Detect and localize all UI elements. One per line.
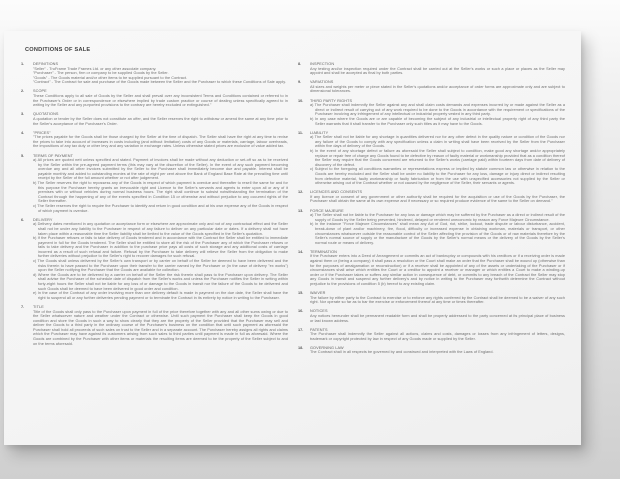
section bbox=[298, 309, 565, 323]
document-page bbox=[4, 31, 581, 445]
section-body bbox=[310, 250, 565, 287]
section-body bbox=[310, 62, 565, 76]
section-number: 9. bbox=[298, 80, 302, 85]
section-number: 16. bbox=[298, 309, 304, 314]
section-title: SCOPE bbox=[33, 89, 47, 94]
section bbox=[298, 99, 565, 127]
section-paragraph: The Contract shall in all respects be governed by and construed and interpreted with the Laws of England. bbox=[310, 350, 494, 355]
section-paragraph: Title of the Goods shall only pass to the Purchaser upon payment in full of the price therefore together with any and all other sums owing or due to the Seller whatsoever nature and weather under the Contract or otherwise. Until such payment the Purchaser shall keep the Goods in good condition and store the Goods in such a way to show clearly that they are the property of the Seller provided that the Purchaser may sell and deliver the Goods to a third party in the ordinary course of the Purchaser's business on the condition that until such payment as aforesaid the Purchaser shall hold all proceeds of such sales on trust to the Seller and in a separate account. The Purchaser hereby assigns all rights and claims which the Purchaser may have against its customers arising from such sales to third parties until payment is made in full as aforesaid. Where the Goods are combined by the Purchaser with other items or materials the resulting items are deemed to be the property of the Seller subject to and on the terms aforesaid. bbox=[33, 309, 288, 346]
section-body bbox=[33, 218, 288, 301]
section-paragraph: a) The Seller shall not be liable for any shortage in quantities delivered nor for any other defect in the quality nature or condition of the Goods nor any failure of the Goods to comply with any specification unless a claim in writing shall have been received by the Seller from the Purchaser within five days of delivery of the Goods. bbox=[310, 135, 565, 149]
section-title: DELIVERY bbox=[33, 217, 53, 222]
section-number: 17. bbox=[298, 327, 304, 332]
section-paragraph: "The prices payable for the Goods shall be those charged by the Seller at the time of dispatch. The Seller shall have the right at any time to revise the prices to take into account of increases in costs including (and without limitation) costs of any Goods or materials, carriage, labour overheads, the impositions of any tax duty or other levy and any variation in exchange rates. Unless otherwise stated prices are exclusive of value added tax. bbox=[33, 135, 288, 149]
section-number: 11. bbox=[298, 130, 304, 135]
section-paragraph: b) In any case where the Goods are or are capable of becoming the subject of any industrial or intellectual property right of any third party the Seller warrants that it shall transfer to the Purchaser only such titles as it may have to the Goods. bbox=[310, 116, 565, 126]
section-title: DEFINITIONS bbox=[33, 62, 59, 66]
section-paragraph: b) In the instance "Force Majeure Circumstances" shall mean any Act of God, riot, strike, lockout, trade dispute or labour disturbance, accident, break-down of plant and/or machinery, fire, flood, difficulty or increased expense in obtaining workman, materials or transport, or other circumstances whatsoever outside the reasonable control of the Seller affecting the provision of the Goods or of raw materials therefore by the Seller's normal source of supply or the manufacture of the Goods by the Seller's normal means or the delivery of the Goods by the Seller's normal route or means of delivery. bbox=[310, 222, 565, 245]
section-paragraph: e) In the case of the Contract of any order involving more than one delivery default is made in payment on the due date, the Seller shall have the right to suspend all or any further deliveries pending payment or to terminate the Contract in its entirety by notice in writing to the Purchaser. bbox=[33, 291, 288, 300]
section-title: NOTICES bbox=[310, 309, 328, 314]
section-title: TITLE bbox=[33, 304, 44, 309]
section bbox=[298, 209, 565, 246]
section-paragraph: All sizes and weights per meter or piece stated in the Seller's quotations and/or acceptance of order forms are approximate only and are subject to dimensional tolerances. bbox=[310, 84, 565, 94]
section-paragraph: "Contract" - The Contract for sale and purchase of the Goods made between the Seller and the Purchaser to which these Conditions of Sale apply. bbox=[33, 80, 287, 85]
section-number: 2. bbox=[21, 89, 25, 94]
section bbox=[298, 131, 565, 186]
section-title: LICENCES AND CONSENTS bbox=[310, 190, 363, 195]
section bbox=[21, 154, 288, 214]
section-title: GOVERNING LAW bbox=[310, 345, 344, 350]
section bbox=[298, 62, 565, 76]
section-body bbox=[310, 190, 565, 204]
section bbox=[298, 291, 565, 305]
section bbox=[21, 89, 288, 107]
section-body bbox=[33, 305, 288, 346]
section-body bbox=[33, 131, 288, 149]
section-paragraph: Any notices hereunder shall be permanent readable form and shall be properly addressed to the party concerned at its principal place of business or last known address. bbox=[310, 313, 565, 323]
section-title: TERMINATION bbox=[310, 249, 337, 254]
column-right bbox=[298, 62, 565, 360]
section-title: "PRICES" bbox=[33, 130, 51, 135]
section-paragraph: a) The Purchaser shall indemnify the Seller against any and shall claim costs demands and expenses incurred by or made against the Seller as a direct or indirect result of carrying out of any work required to be done to the Goods in accordance with the requirement or specifications of the Purchaser involving any infringement of any intellectual or industrial property vested in any third party. bbox=[310, 103, 565, 117]
section-body bbox=[33, 62, 288, 85]
section-title: VARIATIONS bbox=[310, 80, 334, 85]
section-paragraph: The failure by either party to the Contract to exercise or to enforce any rights conferred by the Contract shall be deemed to be a waiver of any such right. Nor operate so far as to bar the exercise or enforcement thereof at any time or times thereafter. bbox=[310, 295, 565, 305]
section bbox=[298, 346, 565, 355]
section-body bbox=[310, 80, 565, 94]
section-paragraph: c) The Seller reserves the right to require the Purchaser to identify and return in good condition and at his own expense any of the Goods in respect of which payment is overdue. bbox=[33, 204, 288, 213]
section-paragraph: b) In the event of any shortage defect or failure as aforesaid the Seller shall subject to condition, make good any shortage and/or appropriately replace or repair free of charge any Goods found to be defective by reason of faulty material or workmanship provided that as a condition thereof the Seller may require that the Goods concerned are returned to the Seller's works (carriage paid) within fourteen days from date of delivery of discovery of the defect. bbox=[310, 149, 565, 167]
section-paragraph: "Seller" - TruFrame Trade Frames Ltd. or any other associate company. bbox=[33, 66, 157, 71]
section-number: 4. bbox=[21, 130, 25, 135]
section-title: LIABILITY bbox=[310, 130, 329, 135]
section bbox=[21, 62, 288, 85]
section-paragraph: b) If the Purchaser refuses or fails to take delivery of Goods tendered and in accordance with the Contract the Seller shall be entitled to immediate payment in full for the Goods tendered. The Seller shall be entitled to store all the risk of the Purchaser any of which the Purchaser refuses or fails to take delivery and the Purchaser in addition to the purchase price pays all costs of such storage and any additional costs of carriage incurred as a result of such refusal and failure. Refusal by the Purchaser to take delivery will relieve the Seller from the obligation to make further deliveries without prejudice to the Seller's right to recover damages for such refusal. bbox=[33, 236, 288, 259]
section-number: 13. bbox=[298, 208, 304, 213]
section-title: FORCE MAJEURE bbox=[310, 208, 344, 213]
section bbox=[21, 218, 288, 301]
section-title: PATENTS bbox=[310, 327, 328, 332]
section-number: 18. bbox=[298, 345, 304, 350]
section-paragraph: A quotation or tender by the Seller does not constitute an offer, and the Seller reserves the right to withdraw or amend the same at any time prior to the Seller's acceptance of the Purchaser's Order. bbox=[33, 116, 288, 126]
section bbox=[21, 131, 288, 149]
section-title: TERMS OF PAYMENT bbox=[33, 153, 74, 158]
section bbox=[298, 80, 565, 94]
section-paragraph: d) Where the Goods are to be delivered by a carrier on behalf of the Seller the risk therein shall pass to the Purchaser upon delivery. The Seller shall advise the Purchaser of the schedule date of dispatch from the Seller's works and unless the Purchaser notifies the Seller in writing within forty-eight hours the Seller shall not be liable for any loss of or damage to the Goods in transit nor the failure of the Goods to be delivered and such Goods shall be deemed to have been delivered in good order and condition. bbox=[33, 272, 288, 291]
section-number: 1. bbox=[21, 62, 25, 66]
section-body bbox=[310, 291, 565, 305]
section-paragraph: c) Subject to the foregoing all conditions warranties or representations express or implied by statute common law or otherwise in relation to the Goods are hereby excluded and the Seller shall be under no liability to the Purchaser for any loss, damage or injury direct or indirect resulting from defective material, faulty workmanship or faulty fabrication or from the use with unspecified accessories not supplied by the Seller or otherwise arising out of the Contract whether or not caused by the negligence of the Seller, their servants or agents. bbox=[310, 167, 565, 186]
section-body bbox=[310, 131, 565, 186]
section-number: 14. bbox=[298, 249, 304, 254]
section-title: INSPECTION bbox=[310, 62, 335, 66]
section-title: WAIVER bbox=[310, 291, 326, 296]
section-paragraph: Any testing and/or inspection required under the Contract shall be carried out at the Seller's works or such a place or places as the Seller may appoint and shall be accepted as final by both parties. bbox=[310, 66, 565, 76]
section-paragraph: If the Purchaser enters into a Deed of Arrangement or commits an act of bankruptcy or compounds with his creditors or if a receiving order is made against them or (being a company) it shall pass a resolution or the Court shall make an order that the Purchaser shall be wound up (otherwise than for the purposes of amalgamation or reconstruction) or if a receiver shall be appointed of any of the assets or undertaking of the Purchaser or if circumstances shall arise which entitles the Court or a creditor to appoint a receiver or manager or which entitles a Court to make a winding-up order or if the Purchaser takes or suffers any similar action in consequence of debt, or commits to any breach of the Contract the Seller may stop any Goods in transit and suspend any further delivery's and by notice in writing to the Purchaser may forthwith determine the Contract without prejudice to the provisions of condition 5 (b) hereof to any existing claim. bbox=[310, 254, 565, 286]
section-number: 5. bbox=[21, 153, 25, 158]
section-number: 6. bbox=[21, 217, 25, 222]
section-number: 10. bbox=[298, 98, 304, 103]
section-body bbox=[33, 112, 288, 126]
section-paragraph: a) Delivery dates mentioned in any quotation or acceptance form or elsewhere are approximate only and not of any contractual effect and the Seller shall not be under any liability to the Purchaser in respect of any failure to deliver on any particular date or dates. If a delivery shall not have taken place within a reasonable time the Seller liability shall be limited to the value of the Goods specified in the Seller's quotation. bbox=[33, 222, 288, 236]
section-paragraph: a) The Seller shall not be liable to the Purchaser for any loss or damage which may be suffered by the Purchaser as a direct or indirect result of the supply of Goods by the Seller being prevented, hindered, delayed or rendered uneconomic by reason any Force Majeure Circumstance. bbox=[310, 213, 565, 222]
section-number: 15. bbox=[298, 291, 304, 296]
section bbox=[21, 112, 288, 126]
section bbox=[298, 190, 565, 204]
section-body bbox=[310, 209, 565, 246]
section-paragraph: The Purchaser shall indemnify the Seller against all actions, claims and costs, damages or losses from any infringement of letters, designs, trademark or copyright protected by law in respect of any Goods made or supplied by the Seller. bbox=[310, 332, 565, 341]
section-body bbox=[310, 309, 565, 323]
section-number: 3. bbox=[21, 112, 25, 117]
section-paragraph: These Conditions apply to all sale of Goods by the Seller and shall prevail over any inconsistent Terms and Conditions contained or referred to in the Purchaser's Order or in correspondence or elsewhere implied by trade custom practice or course of dealing unless specifically agreed to in writing by the Seller and any purported provisions to the contrary are hereby excluded or extinguished." bbox=[33, 94, 288, 108]
section-title: QUOTATIONS bbox=[33, 112, 59, 117]
section-number: 8. bbox=[298, 62, 302, 66]
section-paragraph: a) All prices are quoted nett unless specified and stated. Payment of invoices shall be made without any deduction or set-off so as to be received by the Seller within the pre-agreed payment terms (this may vary at the discretion of the Seller). In the event of any such payment becoming overdue any and all other invoices submitted by the Seller to the Purchaser shall immediately become due and payable. Interest shall be payable monthly and added to outstanding monies at the rate of eight per cent above the Bank of England Base Rate at the prevailing time until receipt by the Seller of the full amount whether or not after judgement. bbox=[33, 158, 288, 181]
section bbox=[21, 305, 288, 346]
section bbox=[298, 328, 565, 342]
section-paragraph: c) The Goods shall unless delivered by the Seller's own transport or by carrier on behalf of the Seller be deemed to have been delivered and the risks therein to have passed to the Purchaser upon their transfer to the carrier named by the Purchaser or (in the case of delivery "ex works") upon the Seller notifying the Purchaser that the Goods are available for collection. bbox=[33, 259, 288, 273]
section-number: 7. bbox=[21, 304, 25, 309]
section-number: 12. bbox=[298, 190, 304, 195]
section-title: THIRD PARTY RIGHTS bbox=[310, 98, 353, 103]
columns-container bbox=[21, 62, 565, 360]
section-body bbox=[33, 154, 288, 214]
section-paragraph: If any licence or consent of any government or other authority shall be required for the acquisition or use of the Goods by the Purchaser, the Purchaser shall obtain the same at its own expense and if necessary or so required produce evidence of the same to the Seller on demand." bbox=[310, 194, 565, 204]
section-body bbox=[310, 346, 565, 355]
column-left bbox=[21, 62, 288, 360]
section bbox=[298, 250, 565, 287]
section-body bbox=[33, 89, 288, 107]
section-paragraph: "Goods" - The Goods material and/or other items to be supplied pursuant to the Contract. bbox=[33, 75, 188, 80]
section-body bbox=[310, 328, 565, 342]
document-title: CONDITIONS OF SALE bbox=[25, 47, 91, 53]
section-body bbox=[310, 99, 565, 127]
section-paragraph: b) The Seller reserves the right to repossess any of the Goods in respect of which payment is overdue and thereafter to resell the same for and for this purpose the Purchaser hereby grants an irrevocable right and Licence to the Seller's servants and agents to enter upon all or any of it premises with or without vehicles during normal business hours. The right shall continue to subsist notwithstanding the termination of the Contract through the happening of any of the events specified in Condition 15 or otherwise and without prejudice to any occurred rights of the Seller thereafter. bbox=[33, 181, 288, 204]
section-paragraph: "Purchaser" - The person, firm or company to be supplied Goods by the Seller. bbox=[33, 71, 169, 76]
